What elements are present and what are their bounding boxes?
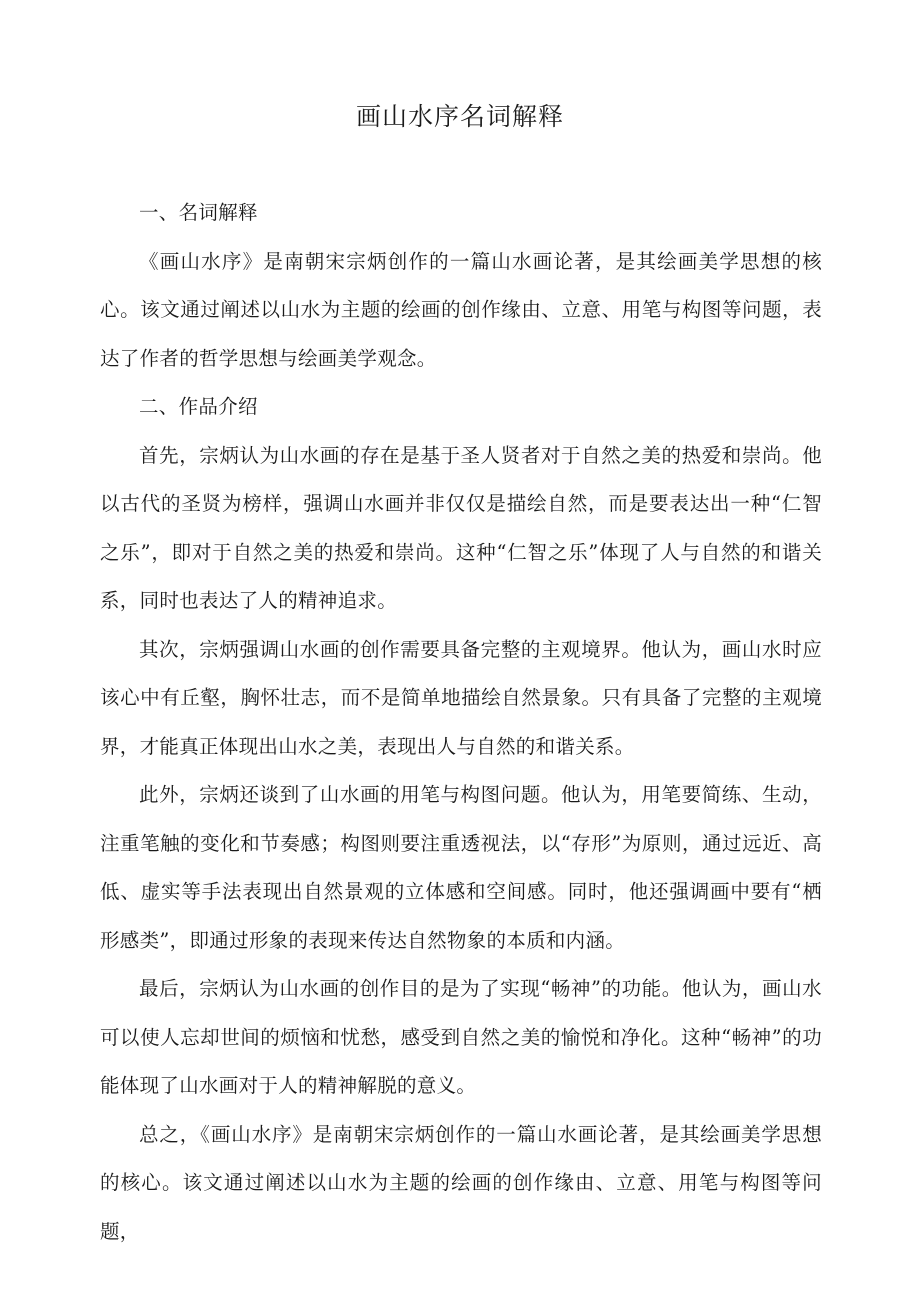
- paragraph: 总之，《画山水序》是南朝宋宗炳创作的一篇山水画论著，是其绘画美学思想的核心。该文通过阐述以山水为主题的绘画的创作缘由、立意、用笔与构图等问题，: [100, 1122, 822, 1243]
- section-heading: 一、名词解释: [139, 201, 258, 224]
- paragraph: 《画山水序》是南朝宋宗炳创作的一篇山水画论著，是其绘画美学思想的核心。该文通过阐述以山水为主题的绘画的创作缘由、立意、用笔与构图等问题，表达了作者的哲学思想与绘画美学观念。: [100, 249, 822, 370]
- document-body: [100, 189, 822, 1256]
- paragraph: 此外，宗炳还谈到了山水画的用笔与构图问题。他认为，用笔要简练、生动，注重笔触的变化和节奏感；构图则要注重透视法，以“存形”为原则，通过远近、高低、虚实等手法表现出自然景观的立体感和空间感。同时，他还强调画中要有“栖形感类”，即通过形象的表现来传达自然物象的本质和内涵。: [100, 783, 822, 952]
- paragraph: 其次，宗炳强调山水画的创作需要具备完整的主观境界。他认为，画山水时应该心中有丘壑，胸怀壮志，而不是简单地描绘自然景象。只有具备了完整的主观境界，才能真正体现出山水之美，表现出人与自然的和谐关系。: [100, 637, 822, 758]
- paragraph: 首先，宗炳认为山水画的存在是基于圣人贤者对于自然之美的热爱和崇尚。他以古代的圣贤为榜样，强调山水画并非仅仅是描绘自然，而是要表达出一种“仁智之乐”，即对于自然之美的热爱和崇尚。这种“仁智之乐”体现了人与自然的和谐关系，同时也表达了人的精神追求。: [100, 443, 822, 612]
- paragraph: 最后，宗炳认为山水画的创作目的是为了实现“畅神”的功能。他认为，画山水可以使人忘却世间的烦恼和忧愁，感受到自然之美的愉悦和净化。这种“畅神”的功能体现了山水画对于人的精神解脱的意义。: [100, 977, 822, 1097]
- section-heading: 二、作品介绍: [139, 395, 258, 418]
- document-title: 画山水序名词解释: [355, 102, 564, 131]
